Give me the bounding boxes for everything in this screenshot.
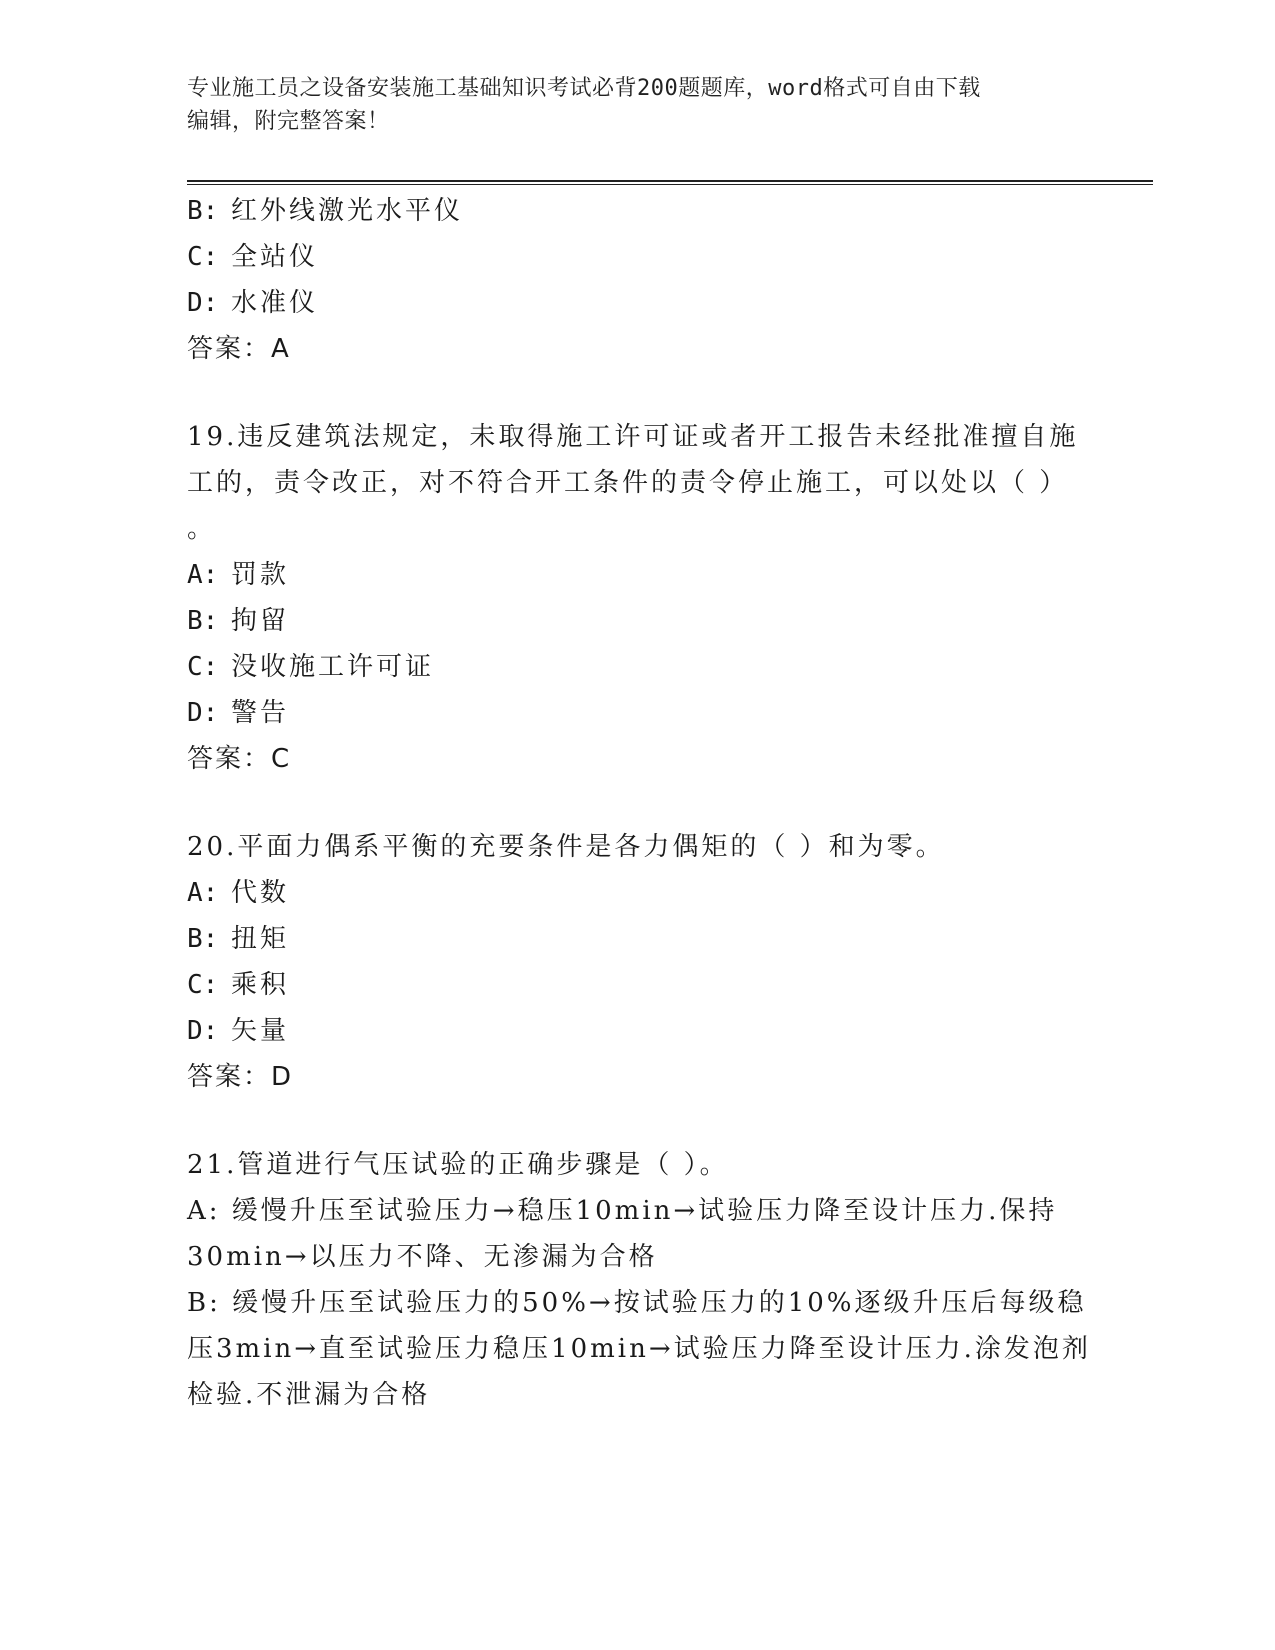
- question-stem: 20.平面力偶系平衡的充要条件是各力偶矩的（ ）和为零。: [187, 832, 945, 862]
- header-title-line-1: 专业施工员之设备安装施工基础知识考试必背200题题库，word格式可自由下载: [187, 76, 981, 101]
- answer: 答案：D: [187, 1062, 294, 1092]
- question-stem: 工的，责令改正，对不符合开工条件的责令停止施工，可以处以（ ）: [187, 468, 1069, 498]
- document-header: [187, 72, 1087, 138]
- option-c: C: 乘积: [187, 970, 290, 1000]
- question-21: [187, 1142, 1091, 1418]
- question-stem: 19.违反建筑法规定，未取得施工许可证或者开工报告未经批准擅自施: [187, 422, 1079, 452]
- option-b: B: 扭矩: [187, 924, 290, 954]
- option-a-line-1: A: 缓慢升压至试验压力→稳压10min→试验压力降至设计压力.保持: [187, 1196, 1058, 1226]
- header-divider-thick: [187, 180, 1153, 182]
- answer: 答案：C: [187, 744, 292, 774]
- question-stem: 。: [187, 514, 217, 544]
- option-b-line-3: 检验.不泄漏为合格: [187, 1380, 431, 1410]
- option-d: D: 水准仪: [187, 288, 319, 318]
- option-c: C: 没收施工许可证: [187, 652, 435, 682]
- option-b: B: 红外线激光水平仪: [187, 196, 464, 226]
- header-title-line-2: 编辑，附完整答案！: [187, 109, 390, 134]
- answer: 答案：A: [187, 334, 291, 364]
- option-d: D: 警告: [187, 698, 290, 728]
- option-d: D: 矢量: [187, 1016, 290, 1046]
- option-b-line-2: 压3min→直至试验压力稳压10min→试验压力降至设计压力.涂发泡剂: [187, 1334, 1091, 1364]
- option-b: B: 拘留: [187, 606, 290, 636]
- option-b-line-1: B: 缓慢升压至试验压力的50%→按试验压力的10%逐级升压后每级稳: [187, 1288, 1087, 1318]
- option-c: C: 全站仪: [187, 242, 319, 272]
- document-body: [187, 188, 1091, 1418]
- option-a: A: 代数: [187, 878, 290, 908]
- option-a-line-2: 30min→以压力不降、无渗漏为合格: [187, 1242, 658, 1272]
- question-20: [187, 824, 1087, 1100]
- option-a: A: 罚款: [187, 560, 290, 590]
- question-19: [187, 414, 1087, 782]
- question-stem: 21.管道进行气压试验的正确步骤是（ ）。: [187, 1150, 729, 1180]
- header-divider-thin: [187, 184, 1153, 185]
- question-18-continued: [187, 188, 1087, 372]
